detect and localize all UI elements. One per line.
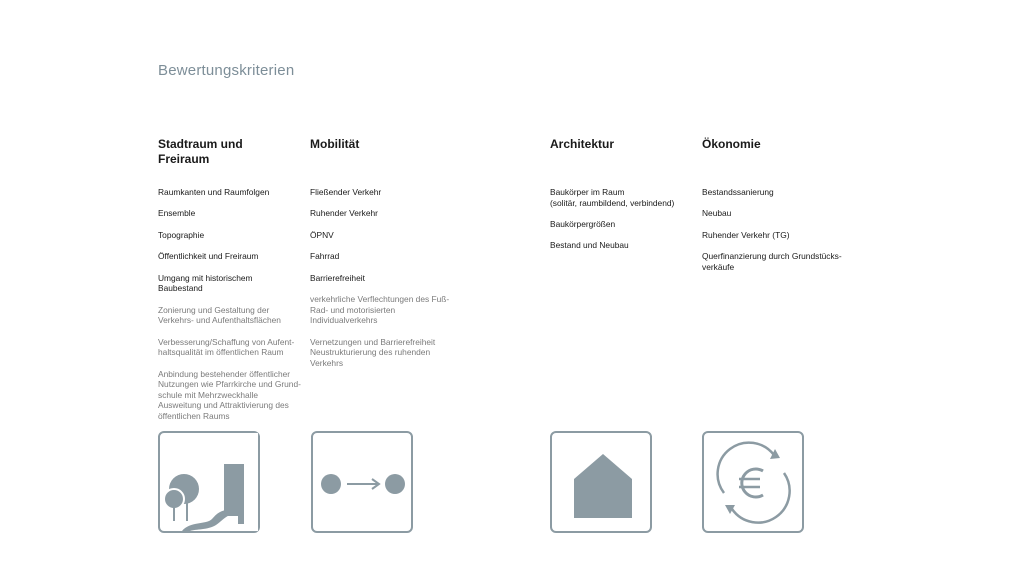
criteria-list bbox=[702, 187, 842, 283]
column-heading: Architektur bbox=[550, 137, 615, 151]
criteria-item: Topographie bbox=[158, 229, 205, 240]
criteria-item: Zonierung und Gestaltung der Verkehrs- und Aufenthaltsflächen bbox=[158, 304, 281, 326]
criteria-item: Baukörper im Raum (solitär, raumbildend, verbindend) bbox=[550, 187, 675, 208]
criteria-item: Umgang mit historischem Baubestand bbox=[158, 272, 253, 294]
page-title: Bewertungskriterien bbox=[158, 62, 295, 79]
criteria-item: Baukörpergrößen bbox=[550, 218, 616, 229]
criteria-item: Verbesserung/Schaffung von Aufent- haltsqualität im öffentlichen Raum bbox=[158, 336, 295, 358]
column-heading: Mobilität bbox=[310, 137, 360, 151]
park-landscape-icon bbox=[158, 431, 260, 533]
column-mobilitaet bbox=[310, 137, 460, 368]
criteria-item: Öffentlichkeit und Freiraum bbox=[158, 251, 259, 262]
criteria-item: Raumkanten und Raumfolgen bbox=[158, 187, 270, 197]
criteria-item: Ruhender Verkehr (TG) bbox=[702, 229, 790, 240]
column-architektur bbox=[550, 137, 700, 251]
house-icon bbox=[550, 431, 652, 533]
criteria-item: Anbindung bestehender öffentlicher Nutzungen wie Pfarrkirche und Grund- schule mit Mehrzweckhalle Ausweitung und Attraktivierung des öffentlichen Raums bbox=[158, 368, 301, 421]
euro-cycle-icon bbox=[702, 431, 804, 533]
criteria-item: ÖPNV bbox=[310, 229, 334, 240]
criteria-item: Querfinanzierung durch Grundstücks- verkäufe bbox=[702, 251, 842, 272]
criteria-item: Barrierefreiheit bbox=[310, 272, 365, 283]
criteria-list bbox=[550, 187, 674, 262]
criteria-list bbox=[158, 187, 301, 432]
column-heading: Stadtraum und Freiraum bbox=[158, 137, 243, 166]
criteria-item: verkehrliche Verflechtungen des Fuß- Rad- und motorisierten Individualverkehrs bbox=[310, 293, 450, 326]
criteria-item: Ruhender Verkehr bbox=[310, 208, 378, 219]
column-heading: Ökonomie bbox=[702, 137, 761, 151]
criteria-item: Vernetzungen und Barrierefreiheit Neustrukturierung des ruhenden Verkehrs bbox=[310, 336, 436, 368]
mobility-arrow-icon bbox=[311, 431, 413, 533]
criteria-item: Fließender Verkehr bbox=[310, 187, 382, 197]
column-oekonomie bbox=[702, 137, 852, 272]
column-stadtraum bbox=[158, 137, 301, 421]
criteria-item: Fahrrad bbox=[310, 251, 340, 262]
criteria-list bbox=[310, 187, 449, 379]
criteria-item: Ensemble bbox=[158, 208, 196, 219]
criteria-item: Bestandssanierung bbox=[702, 187, 774, 197]
criteria-item: Bestand und Neubau bbox=[550, 240, 629, 251]
criteria-item: Neubau bbox=[702, 208, 732, 219]
